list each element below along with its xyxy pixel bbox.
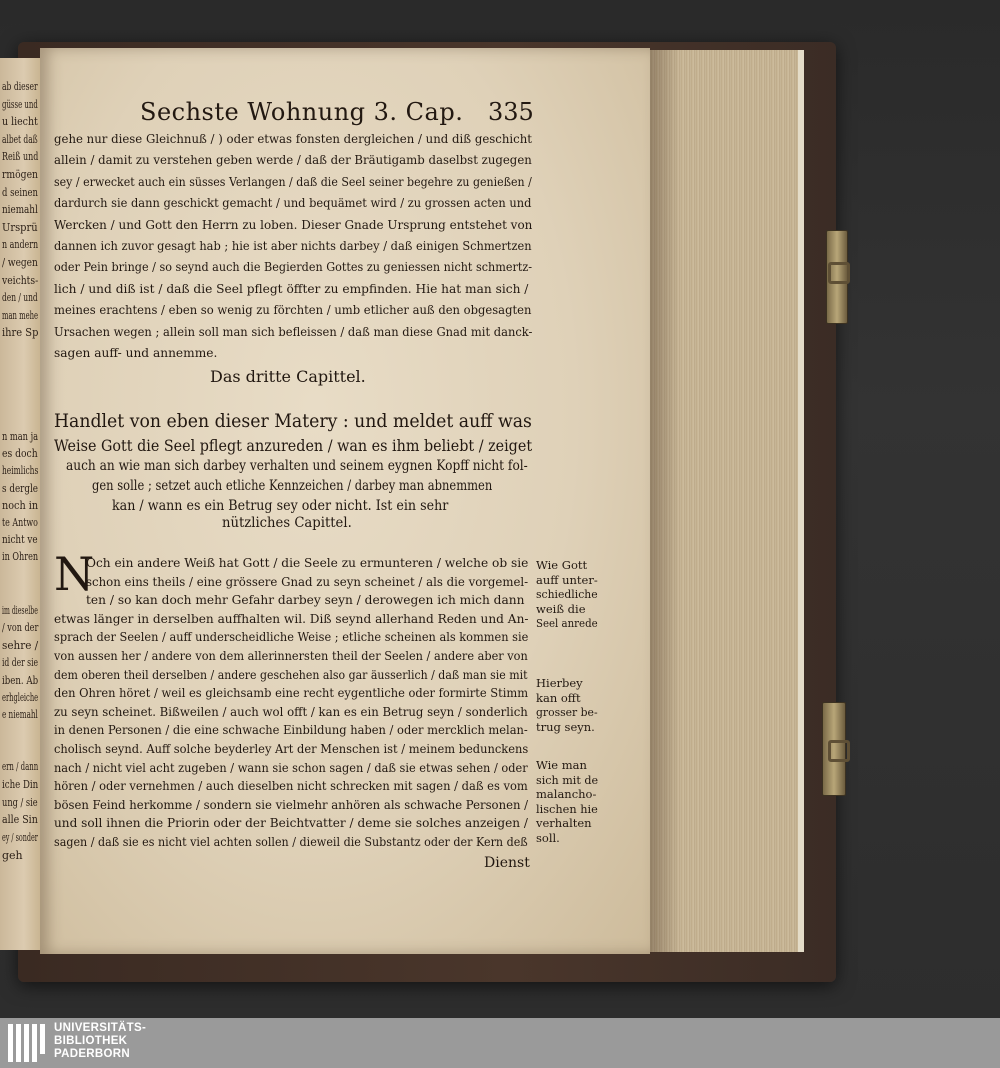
text-line: sagen auff- und annemme. [54, 346, 218, 360]
text-line: von aussen her / andere von dem allerinnersten theil der Seelen / andere aber von [54, 649, 528, 663]
text-line: und soll ihnen die Priorin oder der Beichtvatter / deme sie solches anzeigen / [54, 816, 528, 831]
margin-note-line: trug seyn. [536, 719, 595, 734]
text-line: dannen ich zuvor gesagt hab ; hie ist aber nichts darbey / daß einigen Schmertzen [54, 239, 532, 253]
margin-note-line: grosser be- [536, 705, 598, 719]
left-page-text-fragment: den / und [2, 291, 38, 305]
left-page-text-fragment: / von der [2, 621, 39, 635]
text-line: dardurch sie dann geschickt gemacht / und bequämet wird / zu grossen acten und [54, 196, 532, 211]
drop-capital: N [54, 547, 95, 601]
clasp-ring-icon [828, 262, 850, 284]
left-page-sliver [0, 58, 42, 950]
library-logo-icon [8, 1024, 46, 1062]
text-line: den Ohren höret / weil es gleichsamb eine recht eygentliche oder formirte Stimm [54, 686, 529, 701]
heading-line: Handlet von eben dieser Matery : und meldet auff was [54, 410, 532, 432]
left-page-text-fragment: man mehe [2, 308, 39, 322]
text-line: Och ein andere Weiß hat Gott / die Seele zu ermunteren / welche ob sie [86, 556, 529, 570]
left-page-text-fragment: rmögen [2, 168, 38, 181]
library-name-line: BIBLIOTHEK [54, 1035, 128, 1047]
chapter-label: Das dritte Capittel. [210, 367, 366, 386]
left-page-text-fragment: ihre Sp [2, 326, 39, 340]
left-page-text-fragment: güsse und [2, 97, 38, 111]
text-line: zu seyn scheinet. Bißweilen / auch wol offt / kan es ein Betrug seyn / sonderlich [54, 704, 528, 719]
text-line: ten / so kan doch mehr Gefahr darbey seyn / derowegen ich mich dann [86, 593, 525, 608]
left-page-text-fragment: e niemahl [2, 708, 38, 722]
heading-line: nützliches Capittel. [222, 515, 352, 531]
left-page-text-fragment: id der sie [2, 656, 39, 670]
library-name-line: PADERBORN [54, 1048, 130, 1060]
left-page-text-fragment: es doch [2, 447, 38, 461]
margin-note-line: schiedliche [536, 587, 598, 601]
left-page-text-fragment: albet daß [2, 132, 38, 146]
left-page-text-fragment: veichts- [2, 273, 39, 287]
text-line: meines erachtens / eben so wenig zu förchten / umb etlicher auß den obgesagten [54, 303, 532, 318]
left-page-text-fragment: te Antwo [2, 516, 38, 529]
left-page-text-fragment: alle Sin [2, 813, 38, 827]
left-page-text-fragment: ey / sonder [2, 831, 38, 845]
heading-line: kan / wann es ein Betrug sey oder nicht. Ist ein sehr [112, 498, 449, 514]
left-page-text-fragment: noch in [2, 498, 39, 512]
left-page-text-fragment: ung / sie [2, 795, 38, 809]
margin-note-line: Wie man [536, 758, 587, 772]
text-line: bösen Feind herkomme / sondern sie vielmehr anhören als schwache Personen / [54, 797, 529, 812]
margin-note-line: lischen hie [536, 801, 598, 816]
left-page-text-fragment: / wegen [2, 256, 38, 269]
library-name-line: UNIVERSITÄTS- [54, 1022, 147, 1034]
left-page-text-fragment: ab dieser [2, 80, 38, 93]
left-page-text-fragment: s dergle [2, 481, 39, 495]
text-line: nach / nicht viel acht zugeben / wann sie schon sagen / daß sie etwas sehen / oder [54, 760, 528, 775]
left-page-text-fragment: niemahl [2, 203, 38, 217]
left-page-text-fragment: Ursprü [2, 220, 38, 234]
left-page-text-fragment: in Ohren [2, 550, 39, 564]
heading-line: auch an wie man sich darbey verhalten und seinem eygnen Kopff nicht fol- [66, 458, 528, 474]
library-footer [0, 1018, 1000, 1068]
margin-note-line: auff unter- [536, 572, 598, 587]
text-line: sagen / daß sie es nicht viel achten sollen / dieweil die Substantz oder der Kern deß [54, 835, 528, 849]
left-page-text-fragment: geh [2, 849, 23, 862]
text-line: gehe nur diese Gleichnuß / ) oder etwas fonsten dergleichen / und diß geschicht [54, 132, 532, 146]
text-line: lich / und diß ist / daß die Seel pflegt öffter zu empfinden. Hie hat man sich / [54, 281, 529, 296]
text-line: cholisch seynd. Auff solche beyderley Art der Menschen ist / meinem bedunckens [54, 742, 529, 756]
margin-note-line: sich mit de [536, 772, 599, 787]
page-number: 335 [488, 98, 534, 126]
left-page-text-fragment: d seinen [2, 185, 38, 199]
text-line: etwas länger in derselben auffhalten wil. Diß seynd allerhand Reden und An- [54, 611, 529, 626]
left-page-text-fragment: n andern [2, 238, 39, 252]
left-page-text-fragment: erhgleiche [2, 691, 39, 704]
catchword: Dienst [484, 855, 530, 871]
text-line: allein / damit zu verstehen geben werde / daß der Bräutigamb daselbst zugegen [54, 153, 532, 168]
heading-line: Weise Gott die Seel pflegt anzureden / wan es ihm beliebt / zeiget [54, 436, 533, 455]
text-line: hören / oder vernehmen / auch dieselben nicht schrecken mit sagen / daß es vom [54, 779, 528, 794]
text-line: Ursachen wegen ; allein soll man sich befleissen / daß man diese Gnad mit danck- [54, 324, 533, 339]
left-page-text-fragment: n man ja [2, 430, 39, 443]
margin-note-line: weiß die [536, 601, 586, 616]
text-line: sprach der Seelen / auff underscheidliche Weise ; etliche scheinen als kommen sie [54, 630, 529, 645]
left-page-text-fragment: ern / dann [2, 760, 39, 773]
margin-note-line: Wie Gott [536, 558, 588, 572]
left-page-text-fragment: nicht ve [2, 533, 38, 547]
text-line: oder Pein bringe / so seynd auch die Begierden Gottes zu geniessen nicht schmertz- [54, 260, 533, 275]
margin-note-line: soll. [536, 830, 560, 845]
library-name [54, 1022, 146, 1061]
left-page-text-fragment: sehre / [2, 638, 39, 652]
left-page-text-fragment: im dieselbe [2, 604, 38, 617]
text-line: in denen Personen / die eine schwache Einbildung haben / oder mercklich melan- [54, 723, 528, 738]
left-page-text-fragment: Reiß und [2, 150, 39, 164]
margin-note-line: kan offt [536, 690, 581, 705]
text-line: sey / erwecket auch ein süsses Verlangen / daß die Seel seiner begehre zu genießen / [54, 174, 532, 189]
margin-note-line: Hierbey [536, 676, 583, 690]
left-page-text-fragment: iben. Ab [2, 673, 39, 687]
margin-note-line: malancho- [536, 787, 597, 801]
text-line: dem oberen theil derselben / andere geschehen also gar äusserlich / daß man sie mit [54, 667, 528, 682]
text-line: Wercken / und Gott den Herrn zu loben. Dieser Gnade Ursprung entstehet von [54, 217, 533, 232]
page-edge-shadow [650, 50, 680, 952]
clasp-ring-icon [828, 740, 850, 762]
left-page-text-fragment: u liecht [2, 115, 38, 129]
left-page-text-fragment: iche Din [2, 777, 39, 791]
heading-line: gen solle ; setzet auch etliche Kennzeichen / darbey man abnemmen [92, 478, 493, 494]
text-line: schon eins theils / eine grössere Gnad zu seyn scheinet / als die vorgemel- [86, 574, 529, 589]
margin-note-line: verhalten [536, 816, 592, 830]
running-head: Sechste Wohnung 3. Cap. [140, 98, 464, 126]
left-page-text-fragment: heimlichs [2, 464, 39, 478]
margin-note-line: Seel anrede [536, 616, 598, 630]
